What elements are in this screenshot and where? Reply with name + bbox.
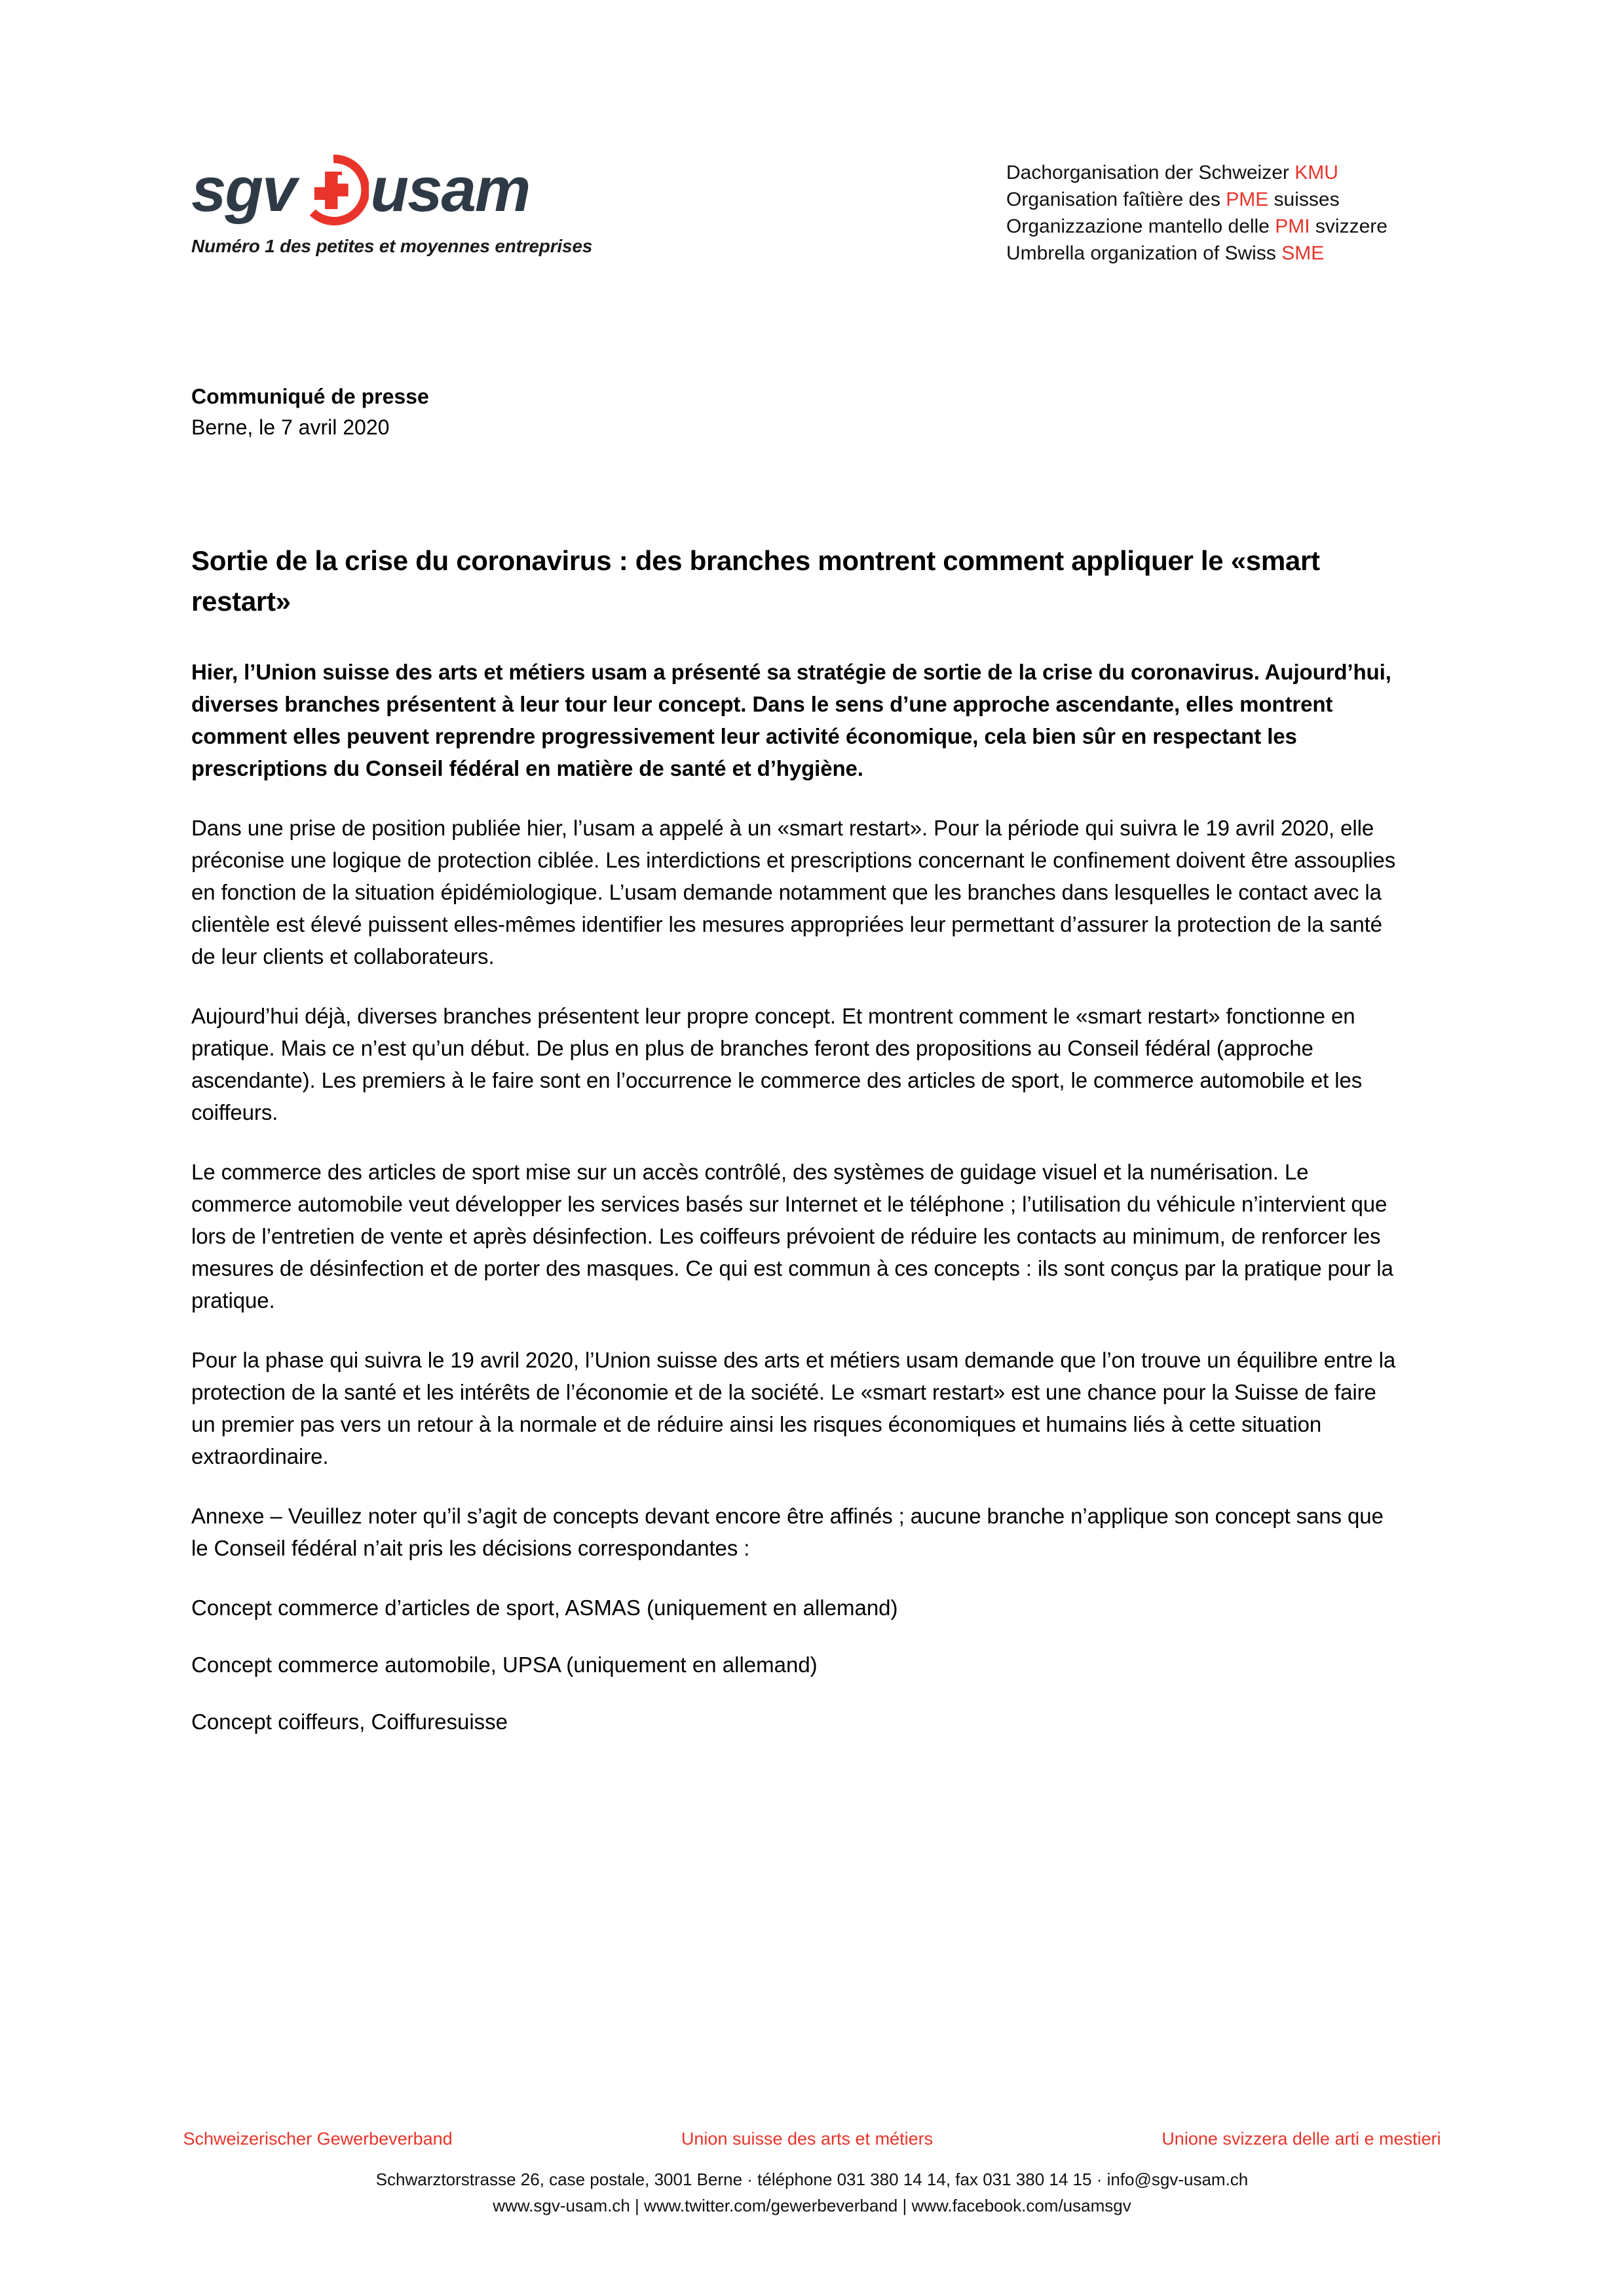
lead-paragraph: Hier, l’Union suisse des arts et métiers usam a présenté sa stratégie de sortie de la crise du coronavirus. Aujourd’hui, diverses branches présentent à leur tour leur concept. Dans le sens d’une approche ascendante, elles montrent comment elles peuvent reprendre progressivement leur activité économique, cela bien sûr en respectant les prescriptions du Conseil fédéral en matière de santé et d’hygiène. [191,660,1391,780]
org-line-en-prefix: Umbrella organization of Swiss [1006,242,1282,264]
footer-org-names [183,2129,1441,2149]
org-line-de [1006,159,1388,186]
annex-item-sport: Concept commerce d’articles de sport, ASMAS (uniquement en allemand) [191,1596,898,1620]
body-paragraph-3: Le commerce des articles de sport mise sur un accès contrôlé, des systèmes de guidage visuel et la numérisation. Le commerce automobile veut développer les services basés sur Internet et le téléphone ; l’utilisation du véhicule n’intervient que lors de l’entretien de vente et après désinfection. Les coiffeurs prévoient de réduire les contacts au minimum, de renforcer les mesures de désinfection et de porter des masques. Ce qui est commun à ces concepts : ils sont conçus par la pratique pour la pratique. [191,1160,1393,1312]
org-line-it-prefix: Organizzazione mantello delle [1006,216,1275,237]
document-type-label: Communiqué de presse [191,385,429,408]
logo-text-sgv: sgv [191,155,296,225]
org-line-fr-prefix: Organisation faîtière des [1006,189,1226,210]
org-line-it-highlight: PMI [1275,216,1310,237]
multilingual-org-subtitle [1006,159,1388,267]
org-line-en-highlight: SME [1281,242,1325,264]
document-meta [191,381,429,443]
logo-tagline: Numéro 1 des petites et moyennes entreprises [191,236,593,256]
org-line-fr-highlight: PME [1226,189,1269,210]
body-paragraph-2: Aujourd’hui déjà, diverses branches présentent leur propre concept. Et montrent comment le «smart restart» fonctionne en pratique. Mais ce n’est qu’un début. De plus en plus de branches feront des propositions au Conseil fédéral (approche ascendante). Les premiers à le faire sont en l’occurrence le commerce des articles de sport, le commerce automobile et les coiffeurs. [191,1004,1363,1124]
annex-item-coiffeurs: Concept coiffeurs, Coiffuresuisse [191,1710,508,1734]
document-footer [0,2129,1624,2219]
logo-text-usam: usam [370,155,530,225]
footer-org-name-de: Schweizerischer Gewerbeverband [183,2129,453,2149]
annex-item-automobile: Concept commerce automobile, UPSA (uniquement en allemand) [191,1653,818,1677]
org-line-fr-suffix: suisses [1268,189,1340,210]
footer-links-line: www.sgv-usam.ch | www.twitter.com/gewerbeverband | www.facebook.com/usamsgv [493,2196,1131,2215]
annex-intro-paragraph: Annexe – Veuillez noter qu’il s’agit de concepts devant encore être affinés ; aucune branche n’applique son concept sans que le Conseil fédéral n’ait pris les décisions correspondantes : [191,1504,1384,1560]
footer-org-name-it: Unione svizzera delle arti e mestieri [1161,2129,1441,2149]
body-paragraph-1: Dans une prise de position publiée hier, l’usam a appelé à un «smart restart». Pour la période qui suivra le 19 avril 2020, elle préconise une logique de protection ciblée. Les interdictions et prescriptions concernant le confinement doivent être assouplies en fonction de la situation épidémiologique. L’usam demande notamment que les branches dans lesquelles le contact avec la clientèle est élevé puissent elles-mêmes identifier les mesures appropriées leur permettant d’assurer la protection de la santé de leur clients et collaborateurs. [191,816,1396,968]
document-body [191,541,1401,1738]
org-line-fr [1006,186,1388,213]
usam-logo [191,155,597,257]
logo-wordmark [191,155,597,225]
body-paragraph-4: Pour la phase qui suivra le 19 avril 2020, l’Union suisse des arts et métiers usam demande que l’on trouve un équilibre entre la protection de la santé et les intérêts de l’économie et de la société. Le «smart restart» est une chance pour la Suisse de faire un premier pas vers un retour à la normale et de réduire ainsi les risques économiques et humains liés à cette situation extraordinaire. [191,1348,1396,1468]
org-line-it [1006,213,1388,240]
place-and-date: Berne, le 7 avril 2020 [191,415,390,439]
footer-address-line: Schwarztorstrasse 26, case postale, 3001 Berne · téléphone 031 380 14 14, fax 031 380 14 15 · info@sgv-usam.ch [375,2170,1249,2189]
org-line-de-prefix: Dachorganisation der Schweizer [1006,162,1295,183]
swiss-cross-emblem-icon [298,155,369,225]
footer-org-name-fr: Union suisse des arts et métiers [681,2129,934,2149]
document-header [0,0,1624,308]
org-line-it-suffix: svizzere [1310,216,1388,237]
org-line-en [1006,240,1388,267]
org-line-de-highlight: KMU [1294,162,1338,183]
page-title: Sortie de la crise du coronavirus : des branches montrent comment appliquer le «smart restart» [191,545,1320,617]
